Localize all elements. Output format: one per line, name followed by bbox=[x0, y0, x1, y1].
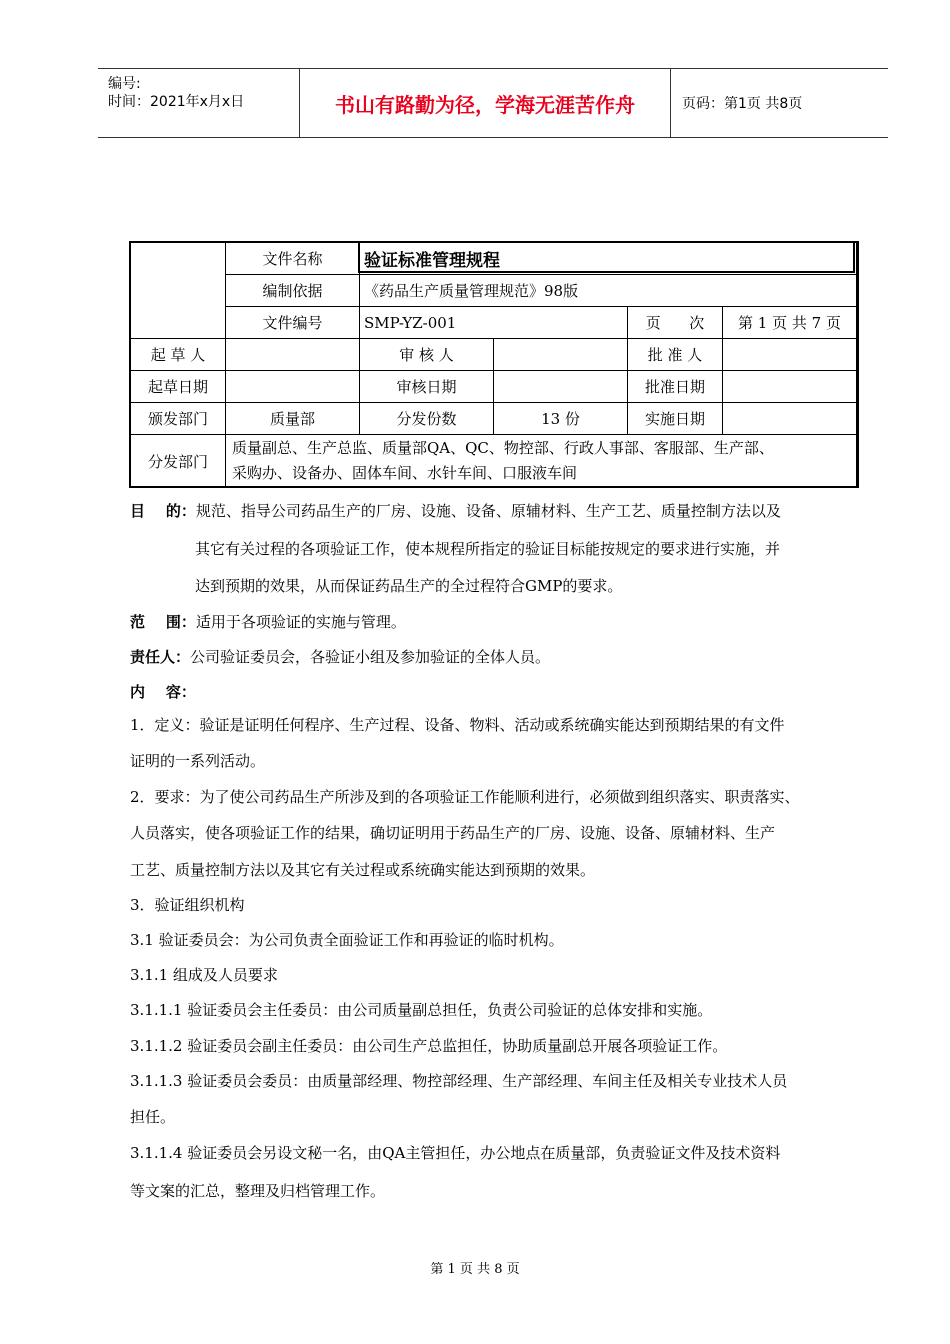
header-meta bbox=[98, 69, 300, 137]
section-2-line-b: 人员落实，使各项验证工作的结果，确切证明用于药品生产的厂房、设施、设备、原辅材料、生产 bbox=[130, 824, 776, 842]
basis-value: 《药品生产质量管理规范》98版 bbox=[360, 275, 857, 307]
section-3-1-1-4-b: 等文案的汇总，整理及归档管理工作。 bbox=[130, 1182, 386, 1200]
drafter-value bbox=[226, 339, 360, 371]
section-3-1: 3.1 验证委员会：为公司负责全面验证工作和再验证的临时机构。 bbox=[130, 931, 564, 949]
section-1-line-b: 证明的一系列活动。 bbox=[130, 752, 266, 770]
dist-line-2: 采购办、设备办、固体车间、水针车间、口服液车间 bbox=[232, 464, 578, 482]
page-footer: 第 1 页 共 8 页 bbox=[430, 1262, 520, 1277]
header-time: 时间：2021年x月x日 bbox=[108, 94, 245, 110]
effective-date-label: 实施日期 bbox=[628, 403, 723, 435]
section-2-line-c: 工艺、质量控制方法以及其它有关过程或系统确实能达到预期的效果。 bbox=[130, 861, 596, 879]
draft-date-value bbox=[226, 371, 360, 403]
dist-value bbox=[226, 435, 857, 488]
purpose-line-3: 达到预期的效果，从而保证药品生产的全过程符合GMP的要求。 bbox=[195, 577, 623, 595]
review-date-label: 审核日期 bbox=[360, 371, 494, 403]
approver-value bbox=[723, 339, 857, 371]
scope-label: 范 围： bbox=[130, 613, 196, 631]
header-number: 编号: bbox=[108, 76, 141, 92]
review-date-value bbox=[494, 371, 628, 403]
purpose-text-1: 规范、指导公司药品生产的厂房、设施、设备、原辅材料、生产工艺、质量控制方法以及 bbox=[195, 502, 781, 520]
reviewer-label: 审 核 人 bbox=[360, 339, 494, 371]
purpose-label: 目 的： bbox=[130, 502, 196, 520]
header-page-info: 页码：第1页 共8页 bbox=[682, 96, 803, 112]
basis-label: 编制依据 bbox=[226, 275, 360, 307]
copies-label: 分发份数 bbox=[360, 403, 494, 435]
issue-dept-label: 颁发部门 bbox=[131, 403, 226, 435]
resp-label: 责任人： bbox=[130, 648, 191, 666]
page-value: 第 1 页 共 7 页 bbox=[723, 307, 857, 339]
approver-label: 批 准 人 bbox=[628, 339, 723, 371]
effective-date-value bbox=[723, 403, 857, 435]
file-name-value: 验证标准管理规程 bbox=[360, 243, 857, 275]
draft-date-label: 起草日期 bbox=[131, 371, 226, 403]
content-label: 内 容： bbox=[130, 683, 196, 701]
empty-logo-cell bbox=[131, 243, 226, 339]
responsibility-line bbox=[130, 646, 550, 667]
section-3-1-1-3-b: 担任。 bbox=[130, 1108, 176, 1126]
scope-text: 适用于各项验证的实施与管理。 bbox=[195, 613, 406, 631]
file-name-label: 文件名称 bbox=[226, 243, 360, 275]
header-motto: 书山有路勤为径，学海无涯苦作舟 bbox=[300, 69, 671, 137]
resp-text: 公司验证委员会，各验证小组及参加验证的全体人员。 bbox=[190, 648, 551, 666]
section-2-line-a: 2．要求：为了使公司药品生产所涉及到的各项验证工作能顺利进行，必须做到组织落实、职责落实、 bbox=[130, 788, 800, 806]
section-1-line-a: 1．定义：验证是证明任何程序、生产过程、设备、物料、活动或系统确实能达到预期结果的有文件 bbox=[130, 716, 785, 734]
purpose-line-1 bbox=[130, 500, 781, 521]
section-3-1-1-1: 3.1.1.1 验证委员会主任委员：由公司质量副总担任，负责公司验证的总体安排和实施。 bbox=[130, 1001, 713, 1019]
section-3-1-1-3-a: 3.1.1.3 验证委员会委员：由质量部经理、物控部经理、生产部经理、车间主任及相关专业技术人员 bbox=[130, 1072, 788, 1090]
dist-line-1: 质量副总、生产总监、质量部QA、QC、物控部、行政人事部、客服部、生产部、 bbox=[232, 439, 774, 457]
section-3: 3．验证组织机构 bbox=[130, 896, 245, 914]
copies-value: 13 份 bbox=[494, 403, 628, 435]
section-3-1-1-2: 3.1.1.2 验证委员会副主任委员：由公司生产总监担任，协助质量副总开展各项验证工作。 bbox=[130, 1037, 728, 1055]
page-header bbox=[98, 68, 888, 138]
approve-date-label: 批准日期 bbox=[628, 371, 723, 403]
section-3-1-1-4-a: 3.1.1.4 验证委员会另设文秘一名，由QA主管担任，办公地点在质量部，负责验证文件及技术资料 bbox=[130, 1144, 781, 1162]
doc-no-label: 文件编号 bbox=[226, 307, 360, 339]
purpose-line-2: 其它有关过程的各项验证工作，使本规程所指定的验证目标能按规定的要求进行实施，并 bbox=[195, 540, 781, 558]
approve-date-value bbox=[723, 371, 857, 403]
drafter-label: 起 草 人 bbox=[131, 339, 226, 371]
issue-dept-value: 质量部 bbox=[226, 403, 360, 435]
reviewer-value bbox=[494, 339, 628, 371]
page-label: 页 次 bbox=[628, 307, 723, 339]
scope-line bbox=[130, 611, 406, 632]
document-info-table bbox=[130, 242, 857, 488]
dist-label: 分发部门 bbox=[131, 435, 226, 488]
doc-no-value: SMP-YZ-001 bbox=[360, 307, 628, 339]
section-3-1-1: 3.1.1 组成及人员要求 bbox=[130, 966, 278, 984]
